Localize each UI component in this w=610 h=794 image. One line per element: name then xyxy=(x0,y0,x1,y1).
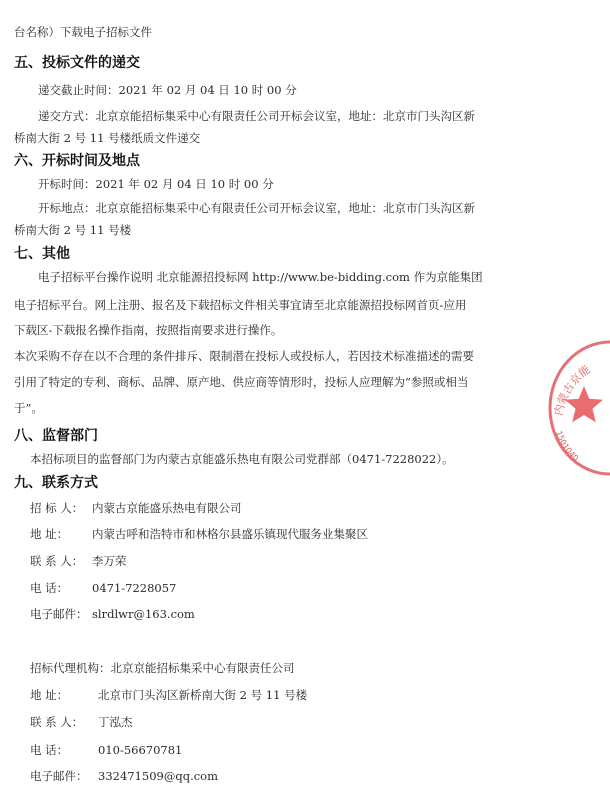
agency-address-label: 地 址： xyxy=(30,688,69,702)
intro-tail-text: 台名称）下载电子招标文件 xyxy=(14,25,152,39)
seal-text-bottom: 1501040 xyxy=(554,429,581,463)
tenderer-row xyxy=(30,500,242,516)
section-7-line-5: 引用了特定的专利、商标、品牌、原产地、供应商等情形时，投标人应理解为“参照或相当 xyxy=(14,375,469,389)
tenderer-email-value: slrdlwr@163.com xyxy=(92,607,195,621)
tenderer-address-row xyxy=(30,526,368,542)
section-5-line-2: 递交方式：北京京能招标集采中心有限责任公司开标会议室，地址：北京市门头沟区新 xyxy=(38,109,475,123)
tenderer-email-row xyxy=(30,606,195,622)
tenderer-value: 内蒙古京能盛乐热电有限公司 xyxy=(92,501,242,515)
agency-phone-value: 010-56670781 xyxy=(98,743,183,757)
agency-address-row xyxy=(30,687,307,703)
section-6-heading: 六、开标时间及地点 xyxy=(14,153,140,169)
section-8-heading: 八、监督部门 xyxy=(14,428,98,444)
tenderer-phone-row xyxy=(30,580,176,596)
section-6-line-3: 桥南大街 2 号 11 号楼 xyxy=(14,223,132,237)
section-6-line-1: 开标时间：2021 年 02 月 04 日 10 时 00 分 xyxy=(38,177,274,191)
tenderer-phone-value: 0471-7228057 xyxy=(92,581,177,595)
agency-value: 北京京能招标集采中心有限责任公司 xyxy=(110,661,295,675)
tenderer-contact-value: 李万荣 xyxy=(92,554,127,568)
agency-row xyxy=(30,660,295,676)
agency-email-label: 电子邮件： xyxy=(30,769,88,783)
agency-contact-value: 丁泓杰 xyxy=(98,715,133,729)
section-6-line-2: 开标地点：北京京能招标集采中心有限责任公司开标会议室，地址：北京市门头沟区新 xyxy=(38,201,475,215)
section-7-line-1: 电子招标平台操作说明 北京能源招投标网 http://www.be-bidding.com 作为京能集团 xyxy=(38,270,483,284)
tenderer-email-label: 电子邮件： xyxy=(30,607,88,621)
agency-label: 招标代理机构： xyxy=(30,661,111,675)
section-7-line-2: 电子招标平台。网上注册、报名及下载招标文件相关事宜请至北京能源招投标网首页-应用 xyxy=(14,298,467,312)
seal-text-top: 内蒙古京能 xyxy=(552,362,593,417)
agency-contact-label: 联 系 人： xyxy=(30,715,84,729)
agency-email-value: 332471509@qq.com xyxy=(98,769,218,783)
section-5-heading: 五、投标文件的递交 xyxy=(14,55,140,71)
section-8-line-1: 本招标项目的监督部门为内蒙古京能盛乐热电有限公司党群部（0471-7228022）。 xyxy=(30,452,454,466)
tenderer-contact-row xyxy=(30,553,127,569)
tenderer-contact-label: 联 系 人： xyxy=(30,554,84,568)
section-5-line-1: 递交截止时间：2021 年 02 月 04 日 10 时 00 分 xyxy=(38,83,297,97)
agency-address-value: 北京市门头沟区新桥南大街 2 号 11 号楼 xyxy=(98,688,308,702)
section-9-heading: 九、联系方式 xyxy=(14,475,98,491)
tenderer-phone-label: 电 话： xyxy=(30,581,69,595)
tenderer-address-value: 内蒙古呼和浩特市和林格尔县盛乐镇现代服务业集聚区 xyxy=(92,527,368,541)
tenderer-label: 招 标 人： xyxy=(30,501,84,515)
official-seal-stamp xyxy=(548,336,610,480)
section-7-heading: 七、其他 xyxy=(14,246,70,262)
section-7-line-3: 下载区-下载报名操作指南，按照指南要求进行操作。 xyxy=(14,323,283,337)
agency-email-row xyxy=(30,768,218,784)
agency-phone-row xyxy=(30,742,182,758)
agency-phone-label: 电 话： xyxy=(30,743,69,757)
agency-contact-row xyxy=(30,714,133,730)
section-5-line-3: 桥南大街 2 号 11 号楼纸质文件递交 xyxy=(14,131,201,145)
section-7-line-6: 于”。 xyxy=(14,401,43,415)
section-7-line-4: 本次采购不存在以不合理的条件排斥、限制潜在投标人或投标人，若因技术标准描述的需要 xyxy=(14,349,474,363)
tenderer-address-label: 地 址： xyxy=(30,527,69,541)
